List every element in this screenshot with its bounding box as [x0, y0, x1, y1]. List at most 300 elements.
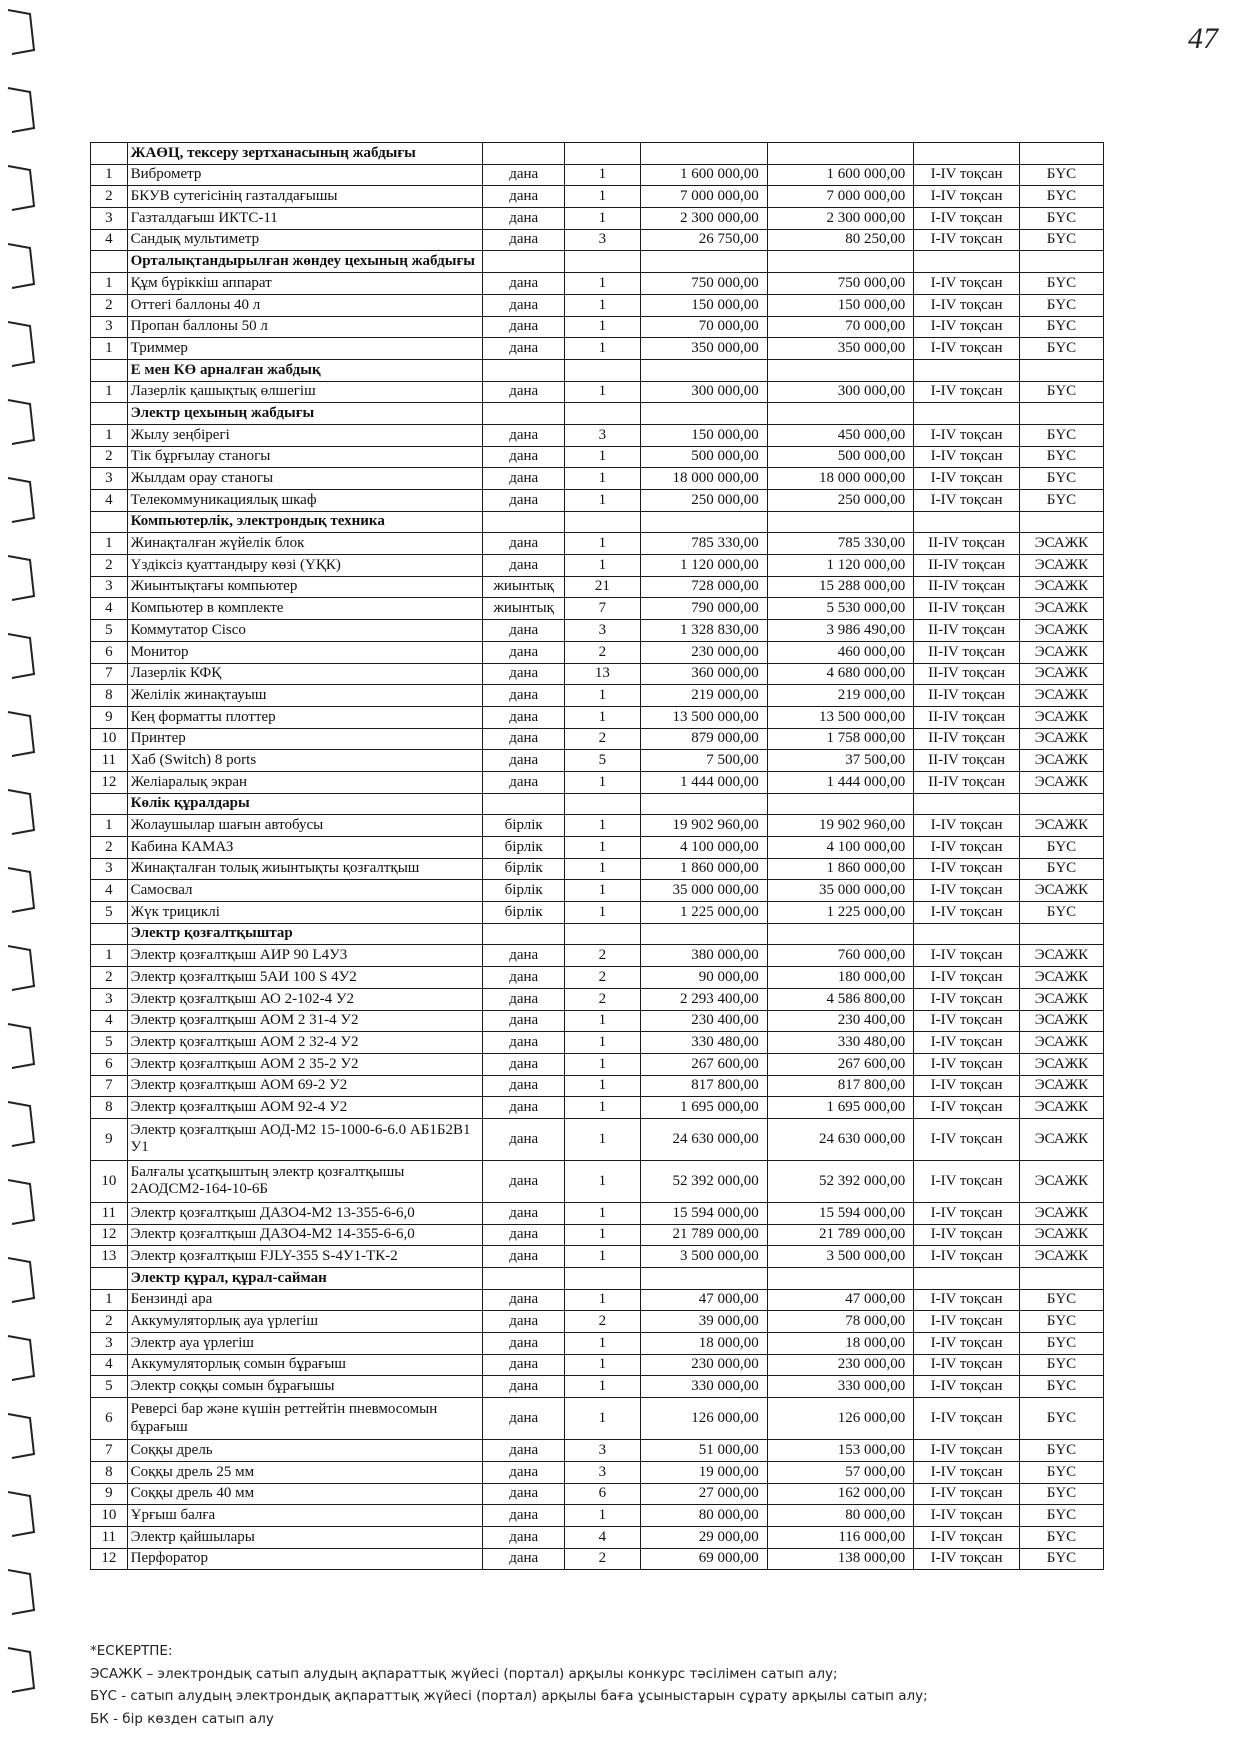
- cell-row-number: [91, 403, 128, 425]
- cell-procurement-method: БҮС: [1019, 424, 1103, 446]
- cell-unit: дана: [483, 424, 565, 446]
- cell-unit-price: 70 000,00: [640, 316, 767, 338]
- cell-row-number: 10: [91, 728, 128, 750]
- table-row: [91, 837, 1104, 859]
- cell-unit: [483, 793, 565, 815]
- cell-quantity: 1: [565, 1160, 640, 1202]
- cell-total-amount: 15 288 000,00: [767, 576, 914, 598]
- cell-row-number: 2: [91, 1311, 128, 1333]
- binder-hole-mark: [8, 244, 34, 288]
- cell-unit: жиынтық: [483, 576, 565, 598]
- cell-period: I-IV тоқсан: [914, 1053, 1020, 1075]
- binder-hole-mark: [8, 790, 34, 834]
- cell-unit-price: 728 000,00: [640, 576, 767, 598]
- cell-unit-price: [640, 923, 767, 945]
- table-row: [91, 446, 1104, 468]
- cell-row-number: 1: [91, 1289, 128, 1311]
- table-row: [91, 490, 1104, 512]
- cell-item-name: Триммер: [127, 338, 483, 360]
- cell-quantity: [565, 143, 640, 165]
- cell-row-number: 7: [91, 663, 128, 685]
- cell-total-amount: 1 695 000,00: [767, 1097, 914, 1119]
- cell-total-amount: 52 392 000,00: [767, 1160, 914, 1202]
- cell-item-name: Электр қозғалтқыш 5АИ 100 S 4У2: [127, 967, 483, 989]
- table-row: [91, 902, 1104, 924]
- cell-procurement-method: [1019, 143, 1103, 165]
- cell-total-amount: [767, 403, 914, 425]
- cell-unit: [483, 1268, 565, 1290]
- cell-quantity: 1: [565, 1505, 640, 1527]
- cell-procurement-method: ЭСАЖК: [1019, 880, 1103, 902]
- cell-quantity: 2: [565, 967, 640, 989]
- cell-item-name: Желілік жинақтауыш: [127, 685, 483, 707]
- cell-item-name: Телекоммуникациялық шкаф: [127, 490, 483, 512]
- binder-hole-mark: [8, 166, 34, 210]
- cell-unit-price: 24 630 000,00: [640, 1118, 767, 1160]
- cell-procurement-method: БҮС: [1019, 1526, 1103, 1548]
- cell-row-number: 12: [91, 1548, 128, 1570]
- cell-procurement-method: БҮС: [1019, 273, 1103, 295]
- cell-period: [914, 143, 1020, 165]
- cell-unit: дана: [483, 468, 565, 490]
- cell-unit: дана: [483, 533, 565, 555]
- cell-unit-price: 230 000,00: [640, 1354, 767, 1376]
- cell-period: I-IV тоқсан: [914, 229, 1020, 251]
- cell-total-amount: 350 000,00: [767, 338, 914, 360]
- table-row: [91, 771, 1104, 793]
- cell-unit-price: 267 600,00: [640, 1053, 767, 1075]
- cell-total-amount: 80 000,00: [767, 1505, 914, 1527]
- cell-quantity: 1: [565, 837, 640, 859]
- cell-unit: жиынтық: [483, 598, 565, 620]
- table-row: [91, 1075, 1104, 1097]
- cell-item-name: Жылдам орау станогы: [127, 468, 483, 490]
- cell-period: II-IV тоқсан: [914, 533, 1020, 555]
- cell-unit: дана: [483, 273, 565, 295]
- cell-unit: [483, 511, 565, 533]
- cell-unit-price: 1 860 000,00: [640, 858, 767, 880]
- cell-period: I-IV тоқсан: [914, 164, 1020, 186]
- cell-period: I-IV тоқсан: [914, 1289, 1020, 1311]
- cell-row-number: 12: [91, 1224, 128, 1246]
- cell-unit-price: 219 000,00: [640, 685, 767, 707]
- table-row: [91, 316, 1104, 338]
- cell-row-number: 1: [91, 945, 128, 967]
- table-row: [91, 1160, 1104, 1202]
- cell-procurement-method: БҮС: [1019, 837, 1103, 859]
- cell-unit-price: 1 120 000,00: [640, 555, 767, 577]
- cell-item-name: Хаб (Switch) 8 ports: [127, 750, 483, 772]
- page-number: 47: [1188, 22, 1218, 55]
- cell-total-amount: 24 630 000,00: [767, 1118, 914, 1160]
- cell-quantity: 1: [565, 1289, 640, 1311]
- cell-procurement-method: ЭСАЖК: [1019, 576, 1103, 598]
- cell-unit: бірлік: [483, 815, 565, 837]
- cell-total-amount: 19 902 960,00: [767, 815, 914, 837]
- cell-item-name: Электр қайшылары: [127, 1526, 483, 1548]
- cell-total-amount: 450 000,00: [767, 424, 914, 446]
- cell-procurement-method: [1019, 251, 1103, 273]
- cell-item-name: Лазерлік КФҚ: [127, 663, 483, 685]
- cell-procurement-method: ЭСАЖК: [1019, 945, 1103, 967]
- table-row: [91, 1202, 1104, 1224]
- cell-period: I-IV тоқсан: [914, 1354, 1020, 1376]
- cell-period: I-IV тоқсан: [914, 880, 1020, 902]
- cell-unit: дана: [483, 1526, 565, 1548]
- binder-hole-mark: [8, 1414, 34, 1458]
- table-row: [91, 381, 1104, 403]
- cell-period: I-IV тоқсан: [914, 1160, 1020, 1202]
- cell-unit-price: 52 392 000,00: [640, 1160, 767, 1202]
- cell-procurement-method: ЭСАЖК: [1019, 988, 1103, 1010]
- table-row: [91, 1376, 1104, 1398]
- cell-unit: дана: [483, 1032, 565, 1054]
- cell-procurement-method: ЭСАЖК: [1019, 1053, 1103, 1075]
- cell-quantity: 3: [565, 1440, 640, 1462]
- cell-unit-price: 2 300 000,00: [640, 208, 767, 230]
- note-line: БҮС - сатып алудың электрондық ақпараттық жүйесі (портал) арқылы баға ұсыныстарын сұрату арқылы сатып алу;: [90, 1688, 928, 1704]
- cell-period: [914, 403, 1020, 425]
- cell-procurement-method: БҮС: [1019, 1548, 1103, 1570]
- cell-procurement-method: БҮС: [1019, 338, 1103, 360]
- cell-total-amount: 4 100 000,00: [767, 837, 914, 859]
- cell-row-number: 11: [91, 750, 128, 772]
- cell-total-amount: 3 500 000,00: [767, 1246, 914, 1268]
- cell-procurement-method: ЭСАЖК: [1019, 620, 1103, 642]
- cell-quantity: 1: [565, 706, 640, 728]
- cell-row-number: 6: [91, 1398, 128, 1440]
- section-title: Электр құрал, құрал-сайман: [127, 1268, 483, 1290]
- cell-unit: дана: [483, 1118, 565, 1160]
- section-header-row: [91, 359, 1104, 381]
- table-row: [91, 945, 1104, 967]
- cell-item-name: Бензинді ара: [127, 1289, 483, 1311]
- cell-unit-price: 300 000,00: [640, 381, 767, 403]
- binder-hole-mark: [8, 1024, 34, 1068]
- table-row: [91, 468, 1104, 490]
- cell-period: I-IV тоқсан: [914, 1548, 1020, 1570]
- cell-row-number: 3: [91, 468, 128, 490]
- cell-unit-price: 19 000,00: [640, 1461, 767, 1483]
- cell-quantity: 2: [565, 641, 640, 663]
- cell-period: [914, 1268, 1020, 1290]
- cell-period: I-IV тоқсан: [914, 815, 1020, 837]
- cell-period: I-IV тоқсан: [914, 1311, 1020, 1333]
- cell-row-number: 2: [91, 837, 128, 859]
- cell-item-name: Жиынтықтағы компьютер: [127, 576, 483, 598]
- cell-procurement-method: БҮС: [1019, 294, 1103, 316]
- cell-procurement-method: БҮС: [1019, 208, 1103, 230]
- table-row: [91, 641, 1104, 663]
- cell-total-amount: 1 444 000,00: [767, 771, 914, 793]
- cell-unit-price: 360 000,00: [640, 663, 767, 685]
- cell-unit-price: 26 750,00: [640, 229, 767, 251]
- cell-quantity: [565, 251, 640, 273]
- cell-row-number: 3: [91, 576, 128, 598]
- cell-item-name: Перфоратор: [127, 1548, 483, 1570]
- cell-total-amount: 138 000,00: [767, 1548, 914, 1570]
- cell-item-name: Электр қозғалтқыш FJLY-355 S-4У1-ТК-2: [127, 1246, 483, 1268]
- cell-quantity: 1: [565, 880, 640, 902]
- cell-unit: дана: [483, 229, 565, 251]
- cell-total-amount: [767, 923, 914, 945]
- cell-period: I-IV тоқсан: [914, 1246, 1020, 1268]
- cell-unit: дана: [483, 1440, 565, 1462]
- cell-unit: дана: [483, 1097, 565, 1119]
- cell-unit: [483, 403, 565, 425]
- cell-procurement-method: БҮС: [1019, 858, 1103, 880]
- cell-quantity: 2: [565, 728, 640, 750]
- cell-item-name: Принтер: [127, 728, 483, 750]
- cell-row-number: 3: [91, 988, 128, 1010]
- binder-hole-mark: [8, 634, 34, 678]
- cell-row-number: 7: [91, 1440, 128, 1462]
- cell-quantity: 1: [565, 294, 640, 316]
- cell-period: [914, 251, 1020, 273]
- cell-unit-price: 817 800,00: [640, 1075, 767, 1097]
- cell-quantity: 1: [565, 1202, 640, 1224]
- cell-row-number: 5: [91, 1376, 128, 1398]
- cell-procurement-method: ЭСАЖК: [1019, 1118, 1103, 1160]
- binder-hole-mark: [8, 1102, 34, 1146]
- table-row: [91, 663, 1104, 685]
- cell-total-amount: 330 480,00: [767, 1032, 914, 1054]
- table-row: [91, 555, 1104, 577]
- cell-unit: дана: [483, 663, 565, 685]
- cell-total-amount: 785 330,00: [767, 533, 914, 555]
- cell-quantity: 1: [565, 1053, 640, 1075]
- cell-row-number: 2: [91, 967, 128, 989]
- cell-total-amount: 4 586 800,00: [767, 988, 914, 1010]
- cell-procurement-method: БҮС: [1019, 316, 1103, 338]
- cell-unit-price: 380 000,00: [640, 945, 767, 967]
- cell-quantity: [565, 793, 640, 815]
- cell-quantity: 5: [565, 750, 640, 772]
- table-row: [91, 186, 1104, 208]
- cell-unit: дана: [483, 1160, 565, 1202]
- cell-item-name: Реверсі бар және күшін реттейтін пневмосомын бұрағыш: [127, 1398, 483, 1440]
- table-row: [91, 750, 1104, 772]
- cell-row-number: [91, 793, 128, 815]
- cell-quantity: 1: [565, 186, 640, 208]
- cell-quantity: 1: [565, 815, 640, 837]
- section-title: Электр қозғалтқыштар: [127, 923, 483, 945]
- cell-total-amount: 126 000,00: [767, 1398, 914, 1440]
- cell-row-number: [91, 143, 128, 165]
- cell-row-number: [91, 1268, 128, 1290]
- table-row: [91, 1010, 1104, 1032]
- cell-quantity: 3: [565, 620, 640, 642]
- cell-procurement-method: ЭСАЖК: [1019, 533, 1103, 555]
- cell-item-name: Коммутатор Cisco: [127, 620, 483, 642]
- section-title: Орталықтандырылған жөндеу цехының жабдығы: [127, 251, 483, 273]
- cell-procurement-method: БҮС: [1019, 1483, 1103, 1505]
- cell-procurement-method: [1019, 403, 1103, 425]
- cell-period: I-IV тоқсан: [914, 208, 1020, 230]
- cell-unit-price: 80 000,00: [640, 1505, 767, 1527]
- cell-unit: дана: [483, 1010, 565, 1032]
- cell-row-number: 5: [91, 1032, 128, 1054]
- cell-procurement-method: ЭСАЖК: [1019, 1246, 1103, 1268]
- binder-hole-mark: [8, 478, 34, 522]
- cell-unit: дана: [483, 685, 565, 707]
- cell-quantity: 1: [565, 1224, 640, 1246]
- cell-quantity: 1: [565, 490, 640, 512]
- cell-unit-price: [640, 403, 767, 425]
- section-header-row: [91, 1268, 1104, 1290]
- section-title: ЖАӨЦ, тексеру зертханасының жабдығы: [127, 143, 483, 165]
- cell-period: I-IV тоқсан: [914, 945, 1020, 967]
- cell-quantity: 1: [565, 858, 640, 880]
- cell-item-name: Жүк трициклі: [127, 902, 483, 924]
- table-row: [91, 1333, 1104, 1355]
- cell-item-name: Виброметр: [127, 164, 483, 186]
- cell-quantity: 1: [565, 1398, 640, 1440]
- cell-total-amount: 116 000,00: [767, 1526, 914, 1548]
- cell-item-name: Жинақталған жүйелік блок: [127, 533, 483, 555]
- binder-hole-marks: [0, 0, 60, 1754]
- table-row: [91, 576, 1104, 598]
- cell-unit: [483, 251, 565, 273]
- cell-quantity: 1: [565, 902, 640, 924]
- cell-period: II-IV тоқсан: [914, 598, 1020, 620]
- binder-hole-mark: [8, 1570, 34, 1614]
- binder-hole-mark: [8, 1492, 34, 1536]
- cell-procurement-method: ЭСАЖК: [1019, 815, 1103, 837]
- cell-total-amount: 2 300 000,00: [767, 208, 914, 230]
- cell-quantity: 2: [565, 988, 640, 1010]
- cell-item-name: Газталдағыш ИКТС-11: [127, 208, 483, 230]
- cell-item-name: Электр қозғалтқыш ДАЗО4-М2 13-355-6-6,0: [127, 1202, 483, 1224]
- cell-unit-price: [640, 359, 767, 381]
- cell-unit-price: [640, 143, 767, 165]
- cell-quantity: 1: [565, 685, 640, 707]
- cell-quantity: 1: [565, 446, 640, 468]
- cell-row-number: [91, 511, 128, 533]
- cell-row-number: 1: [91, 381, 128, 403]
- table-row: [91, 1311, 1104, 1333]
- cell-item-name: Электр қозғалтқыш АОД-М2 15-1000-6-6.0 АБ1Б2В1 У1: [127, 1118, 483, 1160]
- cell-row-number: 4: [91, 880, 128, 902]
- cell-item-name: Жолаушылар шағын автобусы: [127, 815, 483, 837]
- cell-item-name: Соққы дрель 40 мм: [127, 1483, 483, 1505]
- cell-period: I-IV тоқсан: [914, 988, 1020, 1010]
- table-row: [91, 1354, 1104, 1376]
- cell-item-name: Тік бұрғылау станогы: [127, 446, 483, 468]
- cell-row-number: 9: [91, 706, 128, 728]
- cell-total-amount: 5 530 000,00: [767, 598, 914, 620]
- table-row: [91, 294, 1104, 316]
- cell-total-amount: 13 500 000,00: [767, 706, 914, 728]
- cell-period: II-IV тоқсан: [914, 663, 1020, 685]
- cell-procurement-method: БҮС: [1019, 1333, 1103, 1355]
- cell-quantity: 1: [565, 1118, 640, 1160]
- cell-unit-price: 879 000,00: [640, 728, 767, 750]
- table-row: [91, 1097, 1104, 1119]
- table-row: [91, 880, 1104, 902]
- table-row: [91, 1483, 1104, 1505]
- cell-row-number: 9: [91, 1483, 128, 1505]
- cell-procurement-method: БҮС: [1019, 1289, 1103, 1311]
- cell-unit: бірлік: [483, 902, 565, 924]
- binder-hole-mark: [8, 10, 34, 54]
- cell-row-number: 1: [91, 815, 128, 837]
- cell-row-number: 4: [91, 598, 128, 620]
- cell-procurement-method: ЭСАЖК: [1019, 1097, 1103, 1119]
- cell-row-number: 6: [91, 1053, 128, 1075]
- cell-procurement-method: [1019, 923, 1103, 945]
- cell-total-amount: 330 000,00: [767, 1376, 914, 1398]
- cell-row-number: 1: [91, 424, 128, 446]
- table-row: [91, 728, 1104, 750]
- cell-period: [914, 511, 1020, 533]
- cell-period: I-IV тоқсан: [914, 858, 1020, 880]
- table-row: [91, 620, 1104, 642]
- cell-procurement-method: [1019, 511, 1103, 533]
- cell-unit-price: 15 594 000,00: [640, 1202, 767, 1224]
- cell-unit-price: 150 000,00: [640, 294, 767, 316]
- procurement-table: [90, 142, 1104, 1570]
- cell-item-name: Соққы дрель 25 мм: [127, 1461, 483, 1483]
- cell-total-amount: 4 680 000,00: [767, 663, 914, 685]
- cell-quantity: 3: [565, 424, 640, 446]
- cell-procurement-method: БҮС: [1019, 164, 1103, 186]
- cell-unit: бірлік: [483, 880, 565, 902]
- cell-unit-price: 29 000,00: [640, 1526, 767, 1548]
- cell-procurement-method: БҮС: [1019, 1376, 1103, 1398]
- table-row: [91, 1246, 1104, 1268]
- cell-unit: дана: [483, 186, 565, 208]
- cell-row-number: 10: [91, 1505, 128, 1527]
- cell-row-number: 1: [91, 273, 128, 295]
- table-row: [91, 1118, 1104, 1160]
- cell-procurement-method: БҮС: [1019, 1354, 1103, 1376]
- binder-hole-mark: [8, 868, 34, 912]
- cell-item-name: Электр қозғалтқыш АО 2-102-4 У2: [127, 988, 483, 1010]
- cell-total-amount: 78 000,00: [767, 1311, 914, 1333]
- cell-quantity: 2: [565, 1548, 640, 1570]
- cell-quantity: 1: [565, 1354, 640, 1376]
- cell-unit-price: 250 000,00: [640, 490, 767, 512]
- cell-item-name: Кабина КАМАЗ: [127, 837, 483, 859]
- cell-procurement-method: [1019, 1268, 1103, 1290]
- cell-row-number: 3: [91, 1333, 128, 1355]
- cell-total-amount: 817 800,00: [767, 1075, 914, 1097]
- cell-period: II-IV тоқсан: [914, 576, 1020, 598]
- table-row: [91, 1526, 1104, 1548]
- cell-unit-price: 39 000,00: [640, 1311, 767, 1333]
- cell-unit: дана: [483, 1246, 565, 1268]
- cell-period: I-IV тоқсан: [914, 1483, 1020, 1505]
- cell-period: II-IV тоқсан: [914, 750, 1020, 772]
- table-row: [91, 706, 1104, 728]
- cell-unit-price: 230 400,00: [640, 1010, 767, 1032]
- cell-item-name: Электр қозғалтқыш АОМ 92-4 У2: [127, 1097, 483, 1119]
- cell-row-number: 1: [91, 164, 128, 186]
- table-row: [91, 685, 1104, 707]
- binder-hole-mark: [8, 1336, 34, 1380]
- cell-unit: дана: [483, 1505, 565, 1527]
- cell-period: II-IV тоқсан: [914, 620, 1020, 642]
- cell-row-number: 13: [91, 1246, 128, 1268]
- cell-unit-price: 1 225 000,00: [640, 902, 767, 924]
- cell-procurement-method: ЭСАЖК: [1019, 598, 1103, 620]
- cell-total-amount: 3 986 490,00: [767, 620, 914, 642]
- cell-total-amount: 1 860 000,00: [767, 858, 914, 880]
- table-row: [91, 1461, 1104, 1483]
- cell-total-amount: 1 120 000,00: [767, 555, 914, 577]
- cell-item-name: Жинақталған толық жиынтықты қозғалтқыш: [127, 858, 483, 880]
